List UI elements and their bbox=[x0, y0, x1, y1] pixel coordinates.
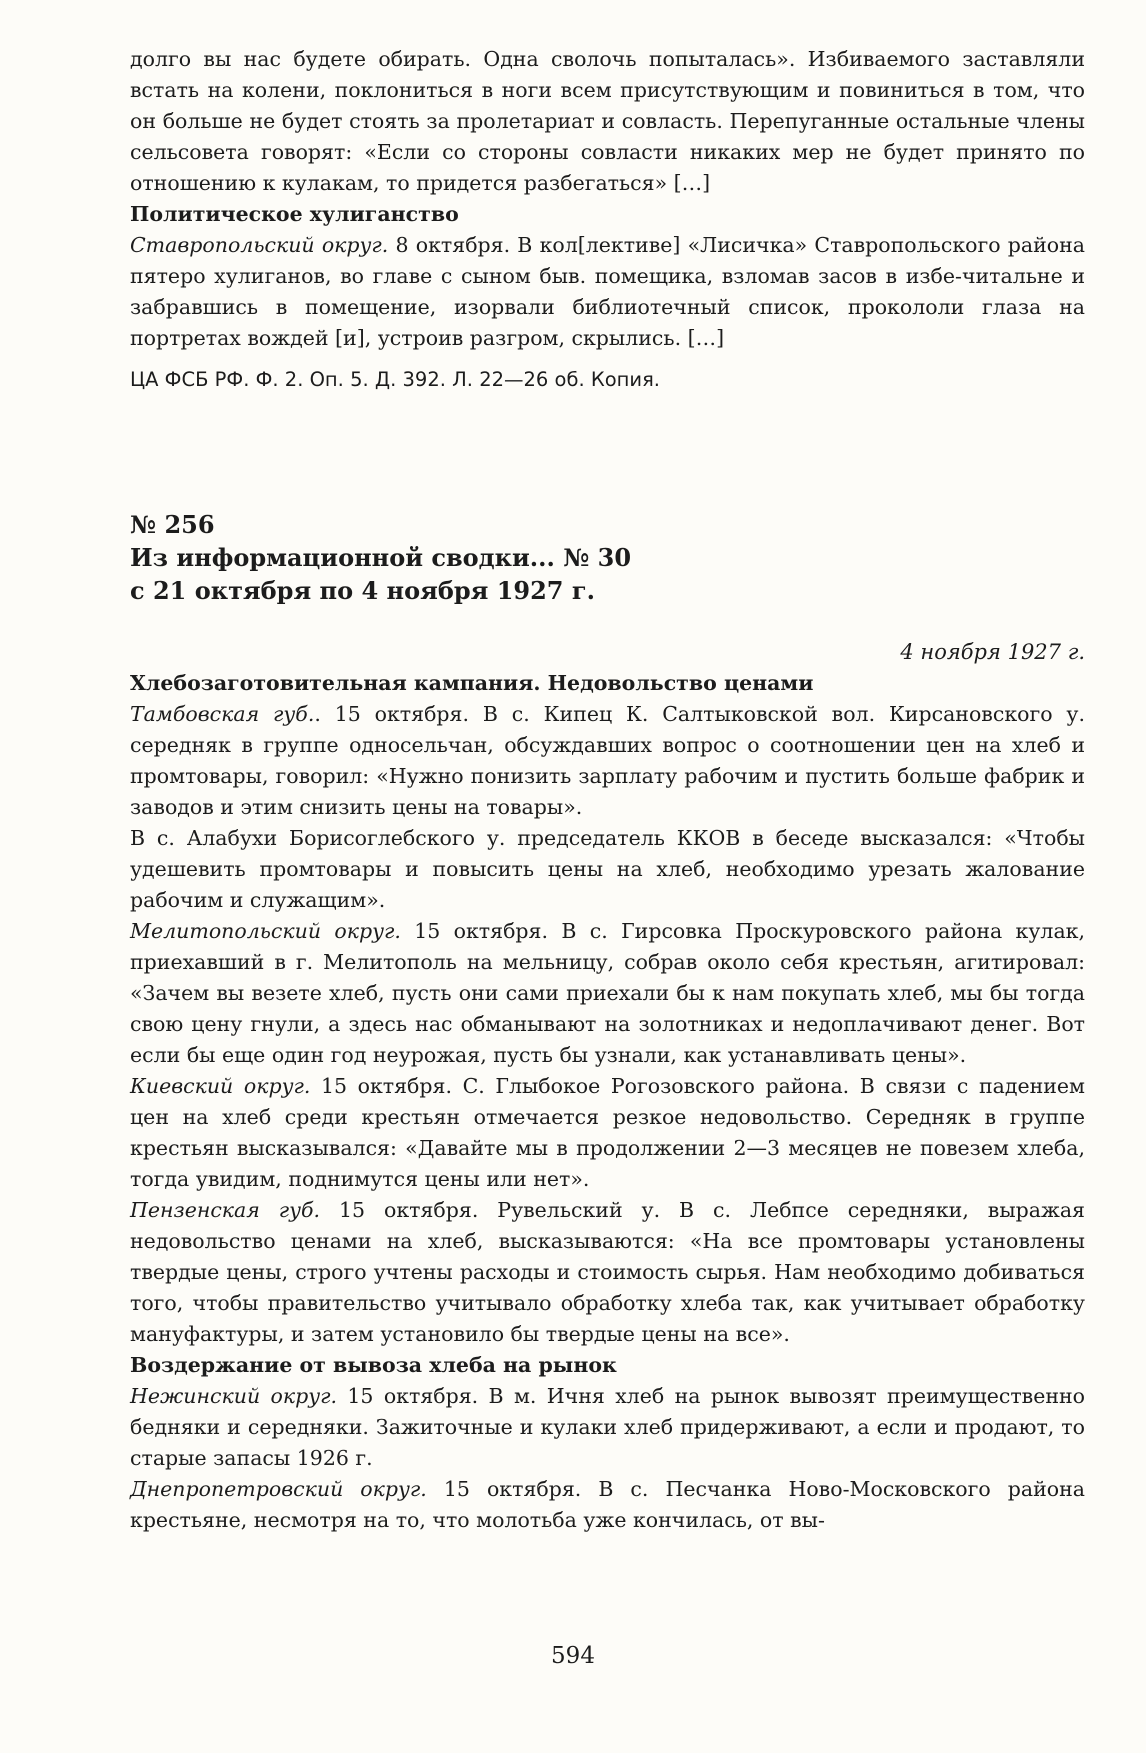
document-header bbox=[130, 508, 1085, 607]
document-date: 4 ноября 1927 г. bbox=[900, 640, 1085, 664]
page-number: 594 bbox=[551, 1643, 595, 1669]
section-heading-political-hooliganism bbox=[130, 199, 1085, 230]
place-name: Днепропетровский округ. bbox=[130, 1477, 427, 1501]
document-title-line1: Из информационной сводки... № 30 bbox=[130, 543, 632, 572]
section-heading-grain-withholding bbox=[130, 1350, 1085, 1381]
section-heading-grain-campaign bbox=[130, 668, 1085, 699]
stavropol-paragraph bbox=[130, 230, 1085, 354]
paragraph-kiev bbox=[130, 1071, 1085, 1195]
paragraph-nezhin bbox=[130, 1381, 1085, 1474]
paragraph-text: 15 октября. В м. Ичня хлеб на рынок вывозят преимущественно бедняки и середняки. Зажиточные и кулаки хлеб придерживают, а если и продают, то старые запасы 1926 г. bbox=[130, 1384, 1086, 1470]
paragraph-text: 8 октября. В кол[лективе] «Лисичка» Ставропольского района пятеро хулиганов, во главе с сыном быв. помещика, взломав засов в избе-читальне и забравшись в помещение, изорвали библиотечный список, прокололи глаза на портретах вождей [и], устроив разгром, скрылись. […] bbox=[130, 233, 1085, 350]
paragraph-text: 15 октября. В с. Песчанка Ново-Московского района крестьяне, несмотря на то, что молотьба уже кончилась, от вы- bbox=[130, 1477, 1085, 1532]
place-name: Тамбовская губ. bbox=[130, 702, 315, 726]
paragraph-melitopol bbox=[130, 916, 1085, 1071]
document-title-line2: с 21 октября по 4 ноября 1927 г. bbox=[130, 576, 595, 605]
paragraph-alabukhi bbox=[130, 823, 1085, 916]
paragraph-text: 15 октября. В с. Гирсовка Проскуровского района кулак, приехавший в г. Мелитополь на мельницу, собрав около себя крестьян, агитировал: «Зачем вы везете хлеб, пусть они сами приехали бы к нам покупать хлеб, мы бы тогда свою цену гнули, а здесь нас обманывают на золотниках и недоплачивают денег. Вот если бы еще один год неурожая, пусть бы узнали, как устанавливать цены». bbox=[130, 919, 1085, 1067]
main-text-block bbox=[130, 668, 1085, 1536]
paragraph-penza bbox=[130, 1195, 1085, 1350]
section-heading-text: Хлебозаготовительная кампания. Недовольство ценами bbox=[130, 671, 814, 695]
paragraph-text: В с. Алабухи Борисоглебского у. председатель ККОВ в беседе высказался: «Чтобы удешевить промтовары и повысить цены на хлеб, необходимо урезать жалование рабочим и служащим». bbox=[130, 826, 1085, 912]
document-number: № 256 bbox=[130, 510, 215, 539]
paragraph-text: 15 октября. Рувельский у. В с. Лебпсе середняки, выражая недовольство ценами на хлеб, высказываются: «На все промтовары установлены твердые цены, строго учтены расходы и стоимость сырья. Нам необходимо добиваться того, чтобы правительство учитывало обработку хлеба так, как учитывает обработку мануфактуры, и затем установило бы твердые цены на все». bbox=[130, 1198, 1085, 1346]
paragraph-text: 15 октября. С. Глыбокое Рогозовского района. В связи с падением цен на хлеб среди крестьян отмечается резкое недовольство. Середняк в группе крестьян высказывался: «Давайте мы в продолжении 2—3 месяцев не повезем хлеба, тогда увидим, поднимутся цены или нет». bbox=[130, 1074, 1085, 1191]
archive-source: ЦА ФСБ РФ. Ф. 2. Оп. 5. Д. 392. Л. 22—26 об. Копия. bbox=[130, 368, 660, 391]
paragraph-tambov bbox=[130, 699, 1085, 823]
top-text-block bbox=[130, 44, 1085, 395]
section-heading-text: Политическое хулиганство bbox=[130, 202, 459, 226]
place-name: Нежинский округ. bbox=[130, 1384, 337, 1408]
continuation-paragraph: долго вы нас будете обирать. Одна сволочь попыталась». Избиваемого заставляли встать на колени, поклониться в ноги всем присутствующим и повиниться в том, что он больше не будет стоять за пролетариат и совласть. Перепуганные остальные члены сельсовета говорят: «Если со стороны совласти никаких мер не будет принято по отношению к кулакам, то придется разбегаться» […] bbox=[130, 47, 1085, 195]
place-name: Ставропольский округ. bbox=[130, 233, 389, 257]
place-name: Пензенская губ. bbox=[130, 1198, 321, 1222]
paragraph-text: . 15 октября. В с. Кипец К. Салтыковской вол. Кирсановского у. середняк в группе односельчан, обсуждавших вопрос о соотношении цен на хлеб и промтовары, говорил: «Нужно понизить зарплату рабочим и пустить больше фабрик и заводов и этим снизить цены на товары». bbox=[130, 702, 1085, 819]
place-name: Киевский округ. bbox=[130, 1074, 311, 1098]
paragraph-dnepropetrovsk bbox=[130, 1474, 1085, 1536]
place-name: Мелитопольский округ. bbox=[130, 919, 401, 943]
section-heading-text: Воздержание от вывоза хлеба на рынок bbox=[130, 1353, 617, 1377]
